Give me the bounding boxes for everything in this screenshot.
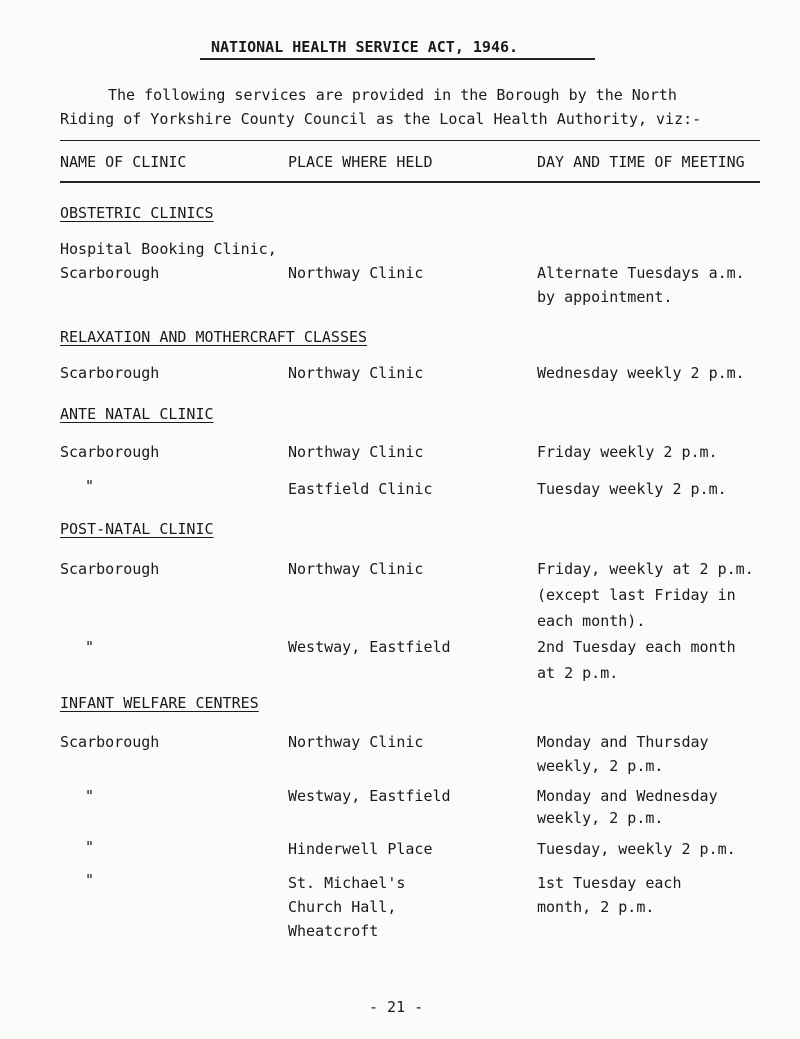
ditto-mark: " — [85, 838, 95, 856]
clinic-time: each month). — [537, 612, 646, 630]
column-header-time: DAY AND TIME OF MEETING — [537, 153, 745, 171]
clinic-place: Westway, Eastfield — [288, 787, 451, 805]
clinic-place: Northway Clinic — [288, 264, 424, 282]
title-underline — [200, 58, 595, 60]
section-heading: RELAXATION AND MOTHERCRAFT CLASSES — [60, 328, 368, 346]
section-heading: OBSTETRIC CLINICS — [60, 204, 214, 222]
clinic-time: Monday and Wednesday — [537, 787, 718, 805]
clinic-time: weekly, 2 p.m. — [537, 809, 664, 827]
clinic-time: at 2 p.m. — [537, 664, 619, 682]
clinic-place: Northway Clinic — [288, 364, 424, 382]
ditto-mark: " — [85, 787, 95, 805]
clinic-place: Westway, Eastfield — [288, 638, 451, 656]
clinic-time: Friday weekly 2 p.m. — [537, 443, 718, 461]
rule-bottom — [60, 181, 760, 183]
clinic-name: Scarborough — [60, 733, 160, 751]
intro-line-2: Riding of Yorkshire County Council as the Local Health Authority, viz:- — [60, 110, 702, 128]
clinic-name: Scarborough — [60, 443, 160, 461]
clinic-name: Scarborough — [60, 560, 160, 578]
page-title: NATIONAL HEALTH SERVICE ACT, 1946. — [211, 38, 519, 56]
clinic-time: Tuesday weekly 2 p.m. — [537, 480, 727, 498]
clinic-place: Wheatcroft — [288, 922, 379, 940]
clinic-name: Hospital Booking Clinic, — [60, 240, 277, 258]
clinic-time: Monday and Thursday — [537, 733, 709, 751]
clinic-time: 1st Tuesday each — [537, 874, 682, 892]
column-header-name: NAME OF CLINIC — [60, 153, 187, 171]
clinic-name: Scarborough — [60, 264, 160, 282]
clinic-place: Hinderwell Place — [288, 840, 433, 858]
clinic-time: Wednesday weekly 2 p.m. — [537, 364, 745, 382]
ditto-mark: " — [85, 638, 95, 656]
clinic-place: Northway Clinic — [288, 560, 424, 578]
clinic-time: Alternate Tuesdays a.m. — [537, 264, 745, 282]
section-heading: POST-NATAL CLINIC — [60, 520, 214, 538]
clinic-place: Northway Clinic — [288, 443, 424, 461]
clinic-place: Eastfield Clinic — [288, 480, 433, 498]
clinic-place: St. Michael's — [288, 874, 406, 892]
clinic-time: Friday, weekly at 2 p.m. — [537, 560, 754, 578]
clinic-place: Northway Clinic — [288, 733, 424, 751]
clinic-time: weekly, 2 p.m. — [537, 757, 664, 775]
intro-line-1: The following services are provided in the Borough by the North — [108, 86, 677, 104]
clinic-place: Church Hall, — [288, 898, 397, 916]
column-header-place: PLACE WHERE HELD — [288, 153, 433, 171]
ditto-mark: " — [85, 871, 95, 889]
clinic-name: Scarborough — [60, 364, 160, 382]
clinic-time: Tuesday, weekly 2 p.m. — [537, 840, 736, 858]
clinic-time: (except last Friday in — [537, 586, 736, 604]
ditto-mark: " — [85, 477, 95, 495]
clinic-time: 2nd Tuesday each month — [537, 638, 736, 656]
page-number: - 21 - — [369, 998, 424, 1016]
rule-top — [60, 140, 760, 141]
clinic-time: by appointment. — [537, 288, 673, 306]
section-heading: ANTE NATAL CLINIC — [60, 405, 214, 423]
clinic-time: month, 2 p.m. — [537, 898, 655, 916]
section-heading: INFANT WELFARE CENTRES — [60, 694, 259, 712]
